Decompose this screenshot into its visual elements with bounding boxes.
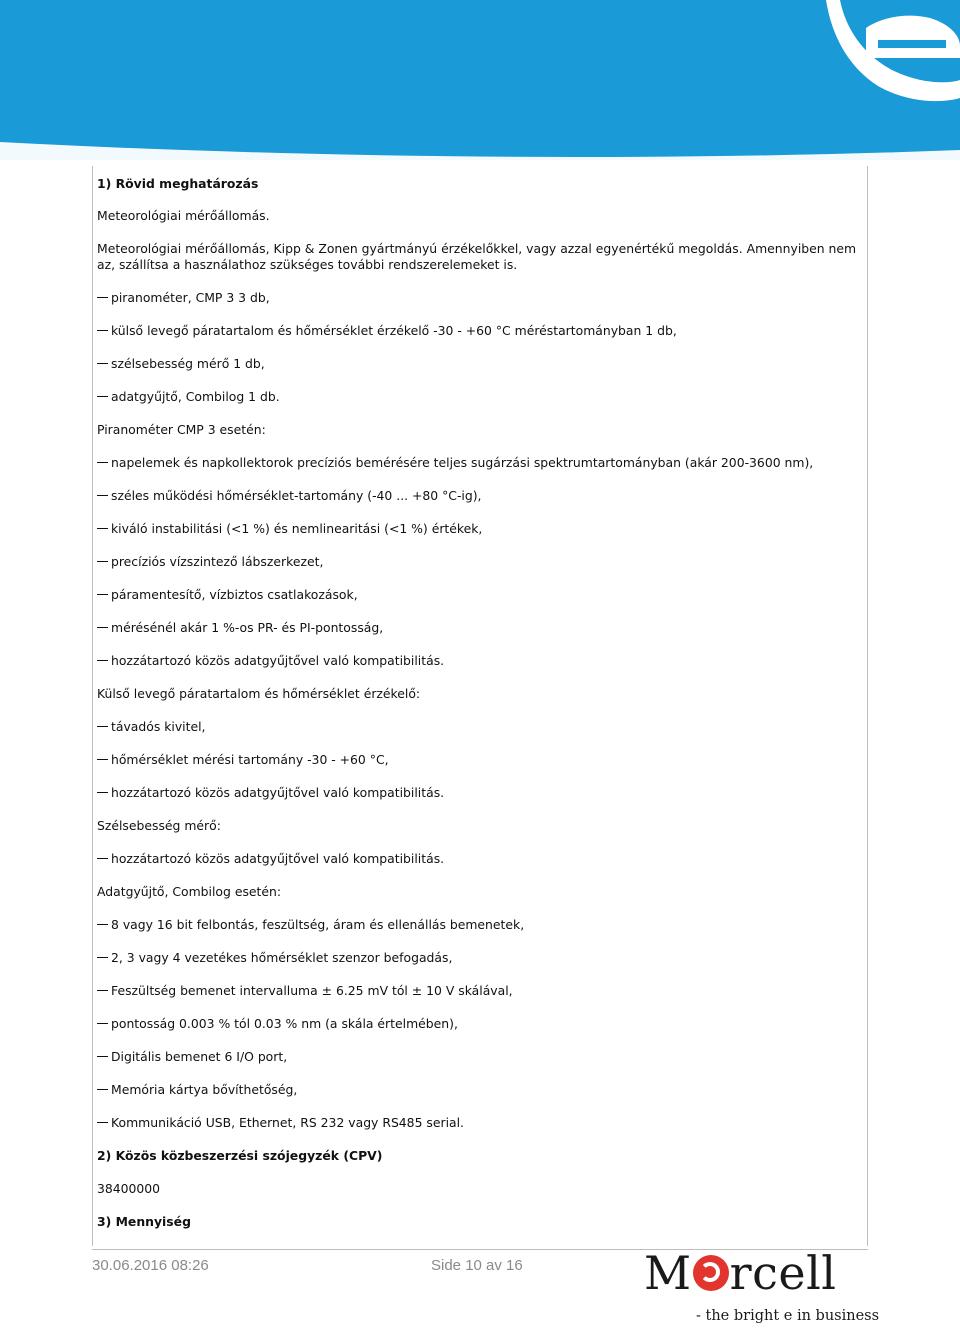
line-text: hozzátartozó közös adatgyűjtővel való kompatibilitás. [111,785,445,800]
dash-bullet-icon [97,462,108,463]
line-text: adatgyűjtő, Combilog 1 db. [111,389,280,404]
line-text: Meteorológiai mérőállomás. [97,208,270,223]
bullet-item [97,554,323,570]
dash-bullet-icon [97,792,108,793]
section-heading [97,1148,382,1164]
line-text: Külső levegő páratartalom és hőmérséklet érzékelő: [97,686,421,701]
paragraph [97,208,270,224]
line-text: külső levegő páratartalom és hőmérséklet érzékelő -30 - +60 °C méréstartományban 1 db, [111,323,677,338]
line-text: Kommunikáció USB, Ethernet, RS 232 vagy RS485 serial. [111,1115,464,1130]
paragraph [97,686,420,702]
line-text: Digitális bemenet 6 I/O port, [111,1049,288,1064]
logo-e-icon [693,1255,729,1291]
bullet-item [97,983,513,999]
dash-bullet-icon [97,396,108,397]
e-logo-icon [0,0,960,160]
line-text: Piranométer CMP 3 esetén: [97,422,266,437]
bullet-item [97,950,452,966]
paragraph [97,1181,160,1197]
paragraph [97,241,857,273]
line-text: hőmérséklet mérési tartomány -30 - +60 °C, [111,752,389,767]
line-text: páramentesítő, vízbiztos csatlakozások, [111,587,358,602]
bullet-item [97,917,524,933]
section-heading [97,1214,191,1230]
line-text: Memória kártya bővíthetőség, [111,1082,298,1097]
paragraph [97,884,281,900]
dash-bullet-icon [97,495,108,496]
dash-bullet-icon [97,561,108,562]
bullet-item [97,488,482,504]
line-text: 1) Rövid meghatározás [97,176,259,191]
dash-bullet-icon [97,1122,108,1123]
bullet-item [97,653,444,669]
bullet-item [97,1115,464,1131]
line-text: 3) Mennyiség [97,1214,191,1229]
dash-bullet-icon [97,1023,108,1024]
footer-page-number: Side 10 av 16 [431,1257,523,1274]
bullet-item [97,785,444,801]
line-text: 2, 3 vagy 4 vezetékes hőmérséklet szenzor befogadás, [111,950,453,965]
line-text: pontosság 0.003 % tól 0.03 % nm (a skála értelmében), [111,1016,458,1031]
dash-bullet-icon [97,330,108,331]
line-text: Meteorológiai mérőállomás, Kipp & Zonen gyártmányú érzékelőkkel, vagy azzal egyenértékű megoldás. Amennyiben nem az, szállítsa a használathoz szükséges további rendszerelemeket is. [97,241,857,272]
bullet-item [97,455,813,471]
line-text: 2) Közös közbeszerzési szójegyzék (CPV) [97,1148,383,1163]
line-text: 8 vagy 16 bit felbontás, feszültség, áram és ellenállás bemenetek, [111,917,525,932]
line-text: napelemek és napkollektorok precíziós bemérésére teljes sugárzási spektrumtartományban (akár 200-3600 nm), [111,455,814,470]
dash-bullet-icon [97,1056,108,1057]
line-text: mérésénél akár 1 %-os PR- és PI-pontosság, [111,620,384,635]
logo-tagline: - the bright e in business [696,1308,880,1324]
line-text: hozzátartozó közös adatgyűjtővel való kompatibilitás. [111,653,445,668]
line-text: piranométer, CMP 3 3 db, [111,290,270,305]
section-heading [97,176,258,192]
bullet-item [97,719,205,735]
dash-bullet-icon [97,726,108,727]
line-text: szélsebesség mérő 1 db, [111,356,265,371]
logo-wordmark [644,1246,837,1300]
company-logo [640,1246,880,1328]
header-band [0,0,960,160]
bullet-item [97,521,482,537]
line-text: Szélsebesség mérő: [97,818,221,833]
dash-bullet-icon [97,297,108,298]
frame-right-border [867,166,868,1246]
footer-date: 30.06.2016 08:26 [92,1257,209,1274]
dash-bullet-icon [97,1089,108,1090]
bullet-item [97,356,265,372]
bullet-item [97,587,358,603]
bullet-item [97,620,383,636]
dash-bullet-icon [97,990,108,991]
dash-bullet-icon [97,627,108,628]
dash-bullet-icon [97,957,108,958]
bullet-item [97,1016,458,1032]
dash-bullet-icon [97,924,108,925]
dash-bullet-icon [97,759,108,760]
frame-left-border [92,166,93,1246]
bullet-item [97,1082,297,1098]
bullet-item [97,851,444,867]
dash-bullet-icon [97,594,108,595]
dash-bullet-icon [97,528,108,529]
bullet-item [97,1049,287,1065]
dash-bullet-icon [97,363,108,364]
line-text: kiváló instabilitási (<1 %) és nemlinearitási (<1 %) értékek, [111,521,483,536]
line-text: 38400000 [97,1181,161,1196]
bullet-item [97,752,389,768]
line-text: Feszültség bemenet intervalluma ± 6.25 mV tól ± 10 V skálával, [111,983,513,998]
line-text: széles működési hőmérséklet-tartomány (-40 ... +80 °C-ig), [111,488,482,503]
bullet-item [97,290,270,306]
paragraph [97,422,266,438]
line-text: precíziós vízszintező lábszerkezet, [111,554,324,569]
bullet-item [97,323,677,339]
line-text: Adatgyűjtő, Combilog esetén: [97,884,282,899]
paragraph [97,818,221,834]
logo-letters-rcell: rcell [729,1246,837,1300]
line-text: hozzátartozó közös adatgyűjtővel való kompatibilitás. [111,851,445,866]
logo-letter-m: M [644,1246,692,1300]
bullet-item [97,389,280,405]
dash-bullet-icon [97,858,108,859]
dash-bullet-icon [97,660,108,661]
line-text: távadós kivitel, [111,719,206,734]
